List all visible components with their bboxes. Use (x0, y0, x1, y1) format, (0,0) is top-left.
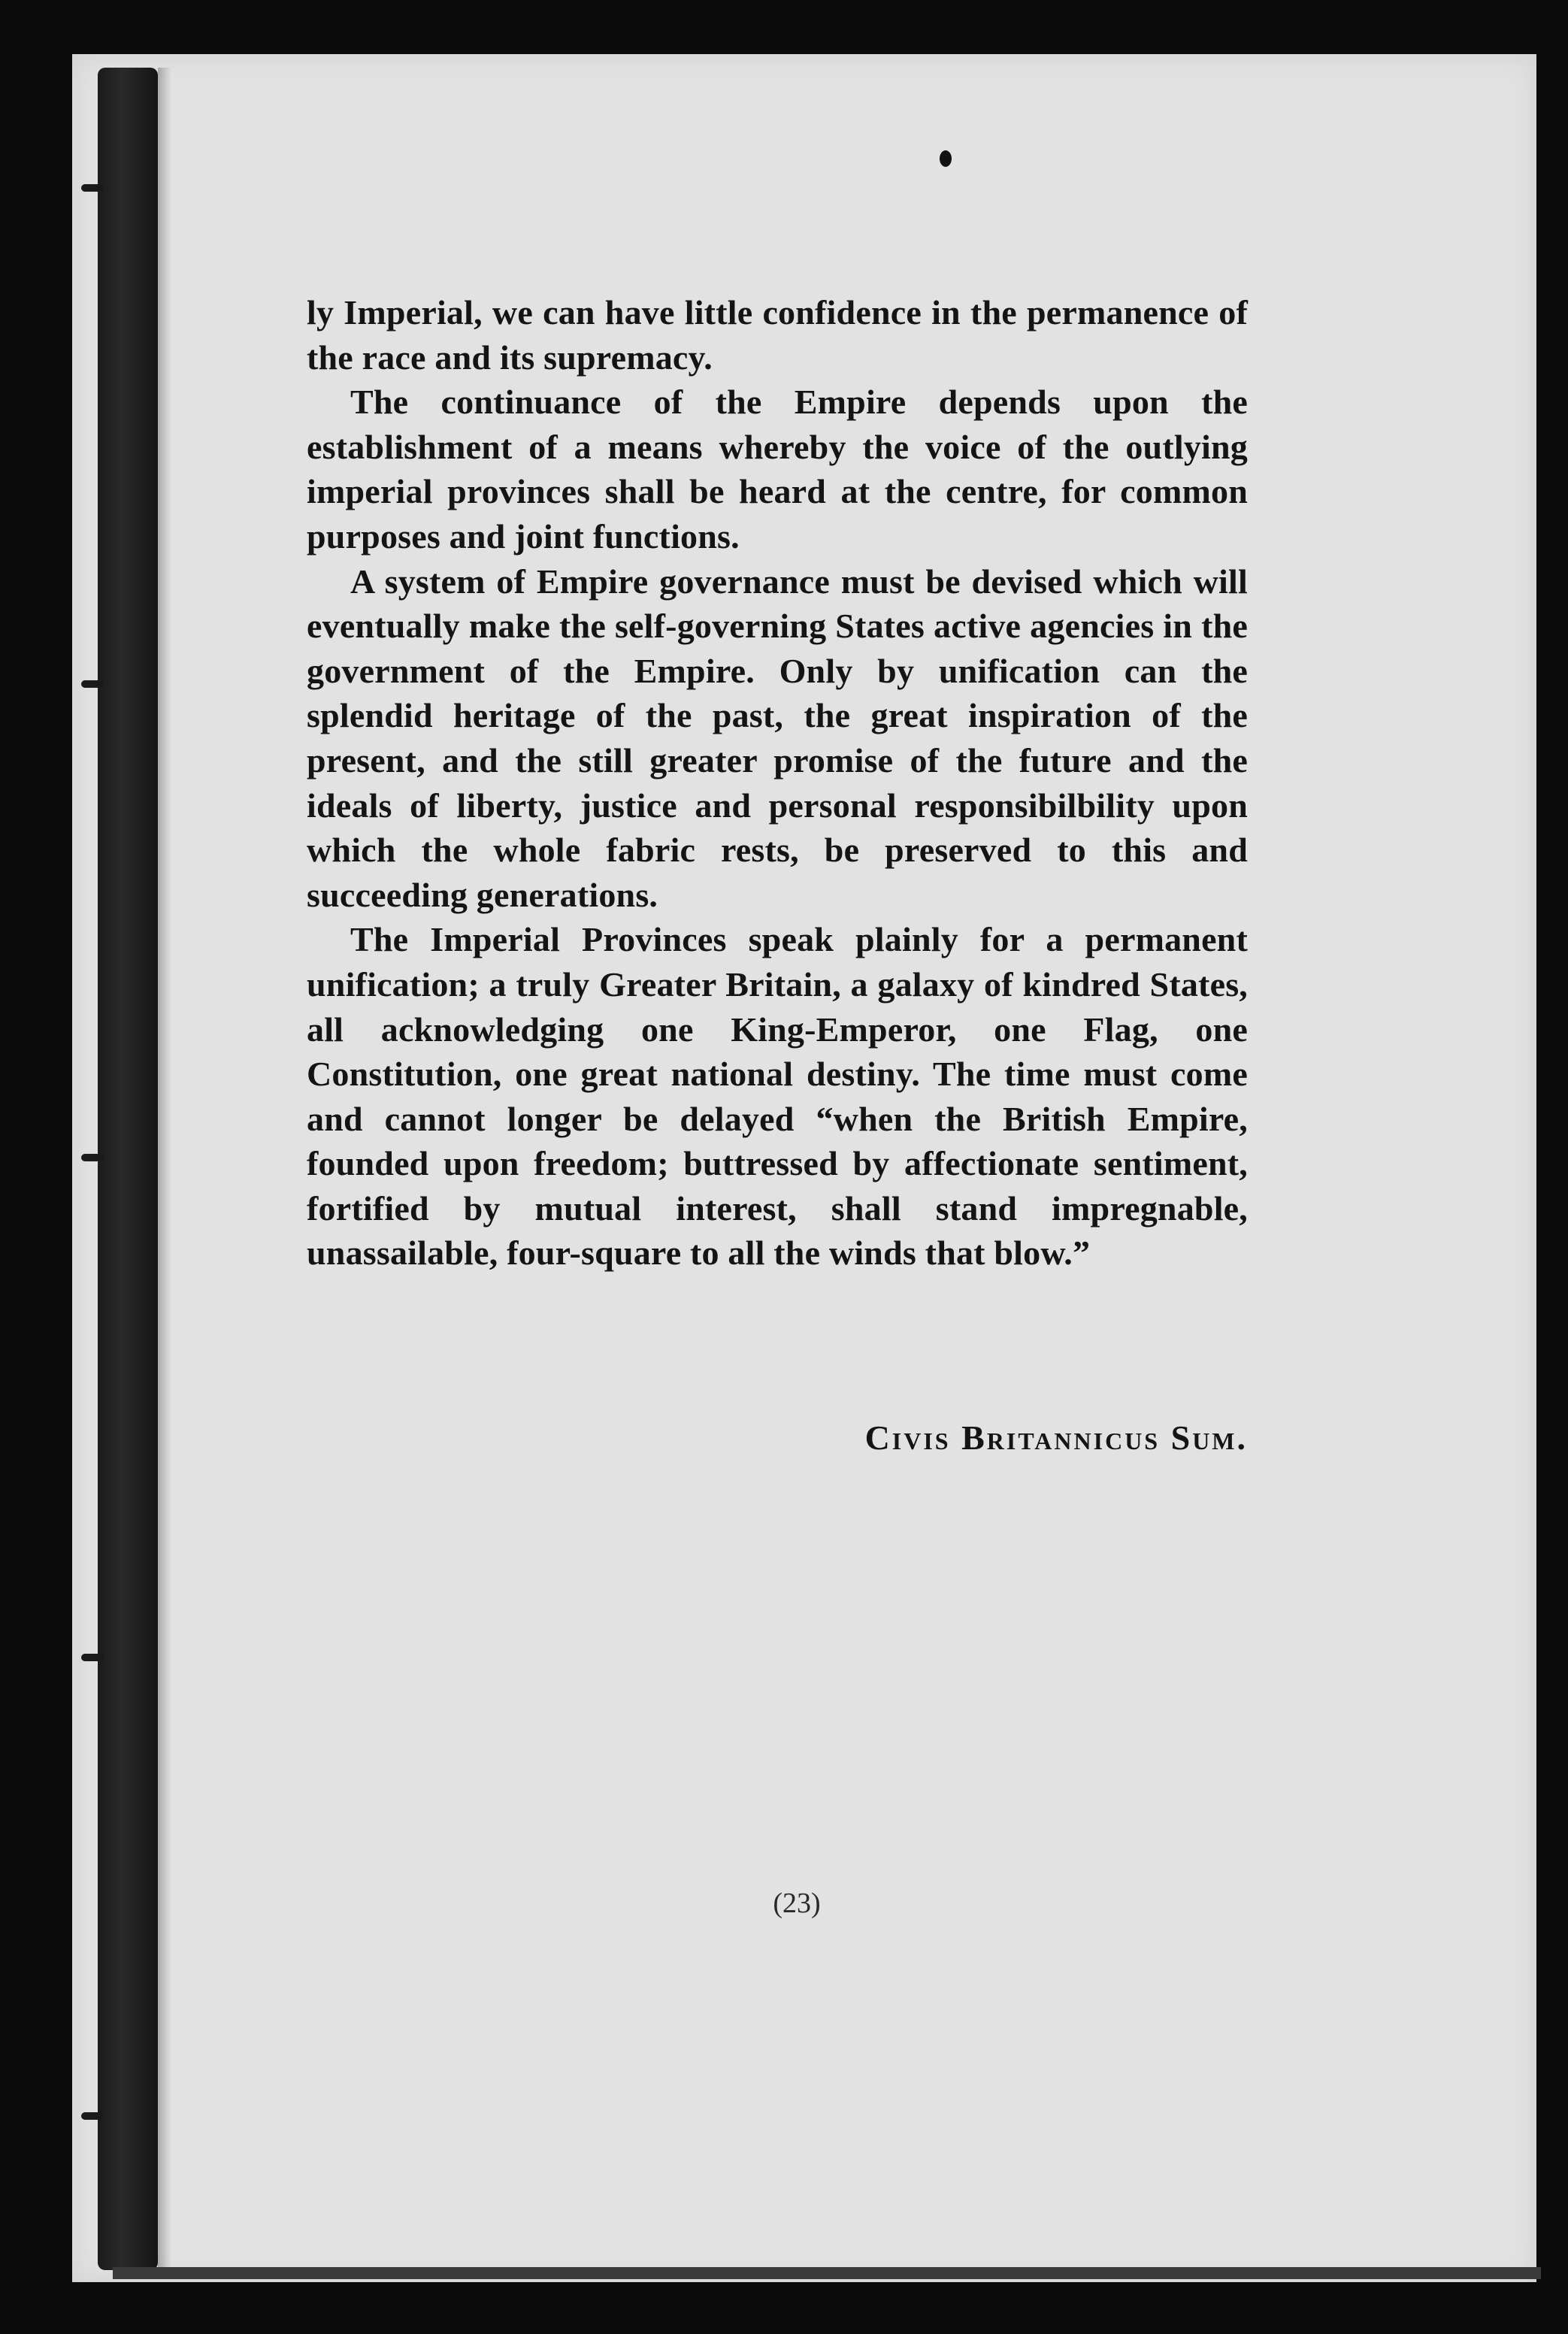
paragraph: The continuance of the Empire depends upon the establishment of a means whereby the voice of the outlying imperial provinces shall be heard at the centre, for common purposes and joint functions. (307, 383, 1248, 555)
ink-speck (940, 150, 952, 167)
paragraph: ly Imperial, we can have little confidence in the permanence of the race and its supremacy. (307, 293, 1248, 377)
binding-mark (81, 2112, 104, 2120)
signature: Civis Britannicus Sum. (864, 1418, 1248, 1457)
paragraph: The Imperial Provinces speak plainly for a permanent unification; a truly Greater Britain, a galaxy of kindred States, all acknowledging one King-Emperor, one Flag, one Constitution, one great national destiny. The time must come and cannot longer be delayed “when the British Empire, founded upon freedom; buttressed by affectionate sentiment, fortified by mutual interest, shall stand impregnable, unassailable, four-square to all the winds that blow.” (307, 920, 1248, 1273)
binding-mark (81, 1654, 104, 1661)
binding-mark (81, 680, 104, 688)
binding-mark (81, 184, 104, 192)
body-text (307, 290, 1248, 1276)
binding-mark (81, 1154, 104, 1161)
paragraph: A system of Empire governance must be devised which will eventually make the self-governing States active agencies in the government of the Empire. Only by unification can the splendid heritage of the past, the great inspiration of the present, and the still greater promise of the future and the ideals of liberty, justice and personal responsibilbility upon which the whole fabric rests, be preserved to this and succeeding generations. (307, 562, 1248, 914)
binding-spine (98, 68, 158, 2270)
spine-shadow (158, 68, 171, 2270)
page-number: (23) (773, 1887, 821, 1919)
page-bottom-edge (113, 2267, 1541, 2279)
